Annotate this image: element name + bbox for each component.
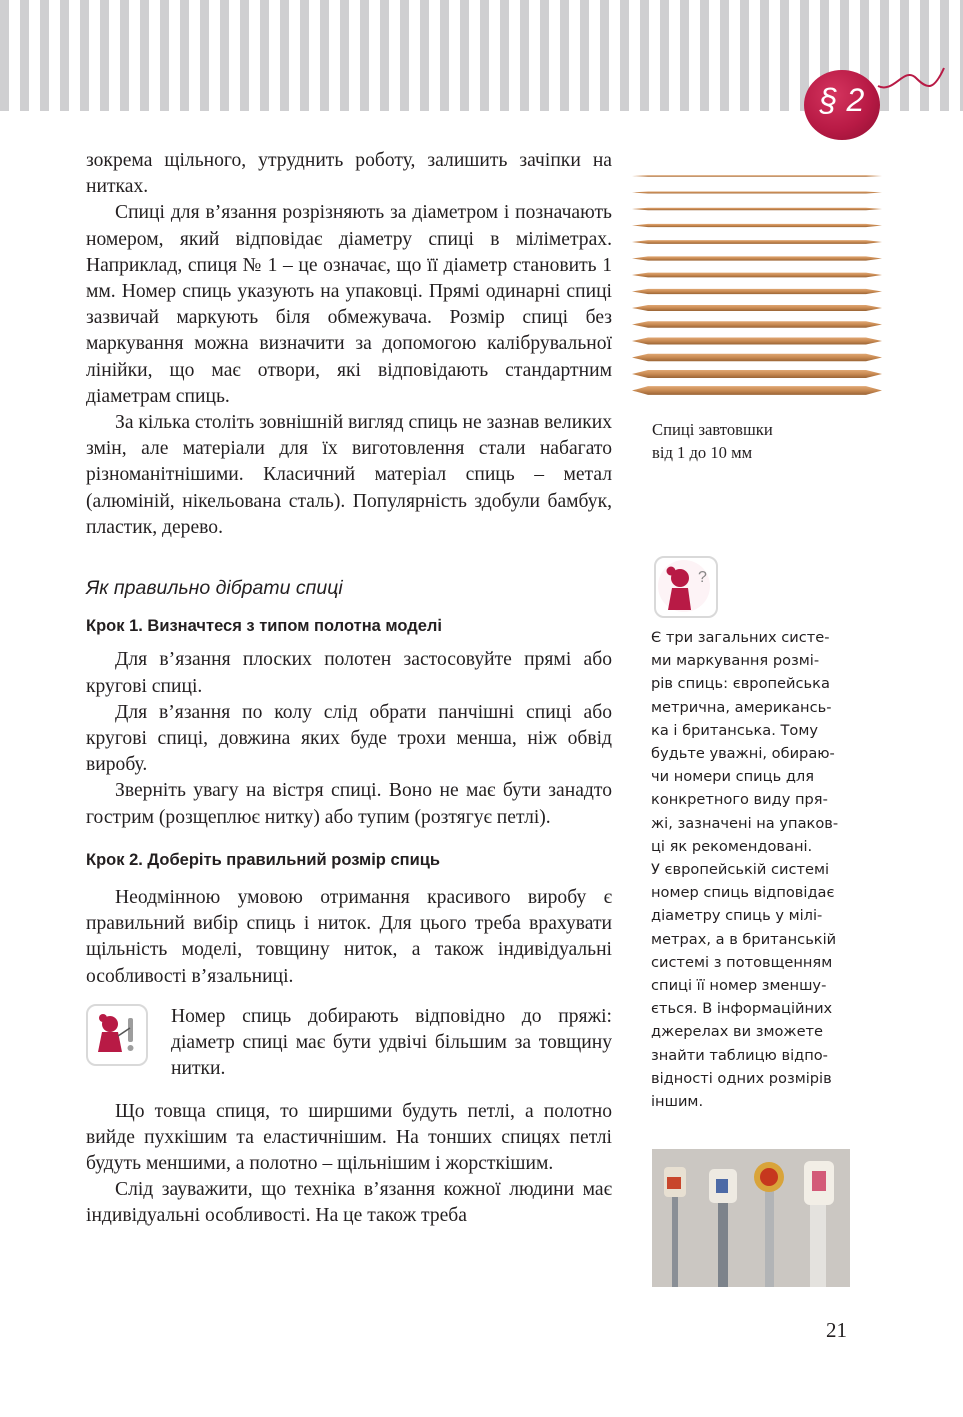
info-line: джерелах ви зможете — [651, 1023, 824, 1041]
paragraph: Що товща спиця, то ширшими будуть петлі, а полотно вийде пухкішим та еластичнішим. На тонших спицях петлі будуть меншими, а полотно – щільнішим і жорсткішим. — [86, 1100, 612, 1174]
info-line: іншим. — [651, 1093, 704, 1111]
paragraph: зокрема щільного, утруднить роботу, залишить зачіпки на нитках. — [86, 150, 612, 198]
needle — [632, 305, 882, 311]
paragraph: Зверніть увагу на вістря спиці. Воно не має бути занадто гострим (розщеплює нитку) або тупим (розтягує петлі). — [86, 780, 612, 828]
needles-caption — [652, 418, 773, 464]
info-line: жі, зазначені на упаков- — [651, 814, 839, 832]
info-line: ка і британська. Тому — [651, 721, 818, 739]
needle — [632, 191, 882, 193]
section-badge — [804, 70, 884, 140]
needle — [632, 386, 882, 395]
svg-text:?: ? — [698, 569, 707, 586]
info-line: відності одних розмірів — [651, 1069, 832, 1087]
knitting-needles-image — [628, 168, 886, 408]
info-line: конкретного виду пря- — [651, 791, 828, 809]
info-line: будьте уважні, обираю- — [651, 745, 835, 763]
paragraph: Спиці для в’язання розрізняють за діаметром і позначають номером, який відповідає діаметру спиці в міліметрах. Наприклад, спиця № 1 – це означає, що її діаметр становить 1 мм. Номер спиць указують на упаковці. Прямі одинарні спиці зазвичай маркують біля обмежувача. Розмір спиці без маркування можна визначити за допомогою калібрувальної лінійки, що має отвори, які відповідають стандартним діаметрам спиць. — [86, 202, 612, 407]
needle-size-stoppers-photo — [652, 1149, 850, 1287]
step1-heading: Крок 1. Визначтеся з типом полотна моделі — [86, 617, 442, 636]
needle — [632, 321, 882, 327]
info-line: ми маркування розмі- — [651, 652, 820, 670]
tip-girl-icon — [86, 1004, 148, 1066]
needle — [632, 273, 882, 278]
section-number: § 2 — [819, 82, 865, 118]
paragraph: Неодмінною умовою отримання красивого виробу є правильний вибір спиць і ниток. Для цього треба врахувати щільність моделі, товщину ниток, а також індивідуальні особливості в’язальниці. — [86, 887, 612, 987]
page-number: 21 — [826, 1318, 847, 1342]
needle — [632, 289, 882, 294]
paragraph: За кілька століть зовнішній вигляд спиць не зазнав великих змін, але матеріали для їх виготовлення стали набагато різноманітнішими. Класичний матеріал спиць – метал (алюміній, нікельована сталь). Популярність здобули бамбук, пластик, дерево. — [86, 412, 612, 538]
question-girl-icon — [654, 556, 718, 618]
info-line: рів спиць: європейська — [651, 675, 830, 693]
info-line: номер спиць відповідає — [651, 884, 835, 902]
needle — [632, 256, 882, 260]
needle — [632, 240, 882, 244]
needle — [632, 354, 882, 362]
needle — [632, 208, 882, 211]
info-sidebar-text — [651, 626, 851, 1113]
paragraph: Для в’язання плоских полотен застосовуйте прямі або кругові спиці. — [86, 649, 612, 697]
needle — [632, 175, 882, 177]
info-line: знайти таблицю відпо- — [651, 1046, 828, 1064]
main-text-column — [86, 148, 612, 1230]
info-line: чи номери спиць для — [651, 768, 815, 786]
tip-text: Номер спиць добирають відповідно до пряжі: діаметр спиці має бути удвічі більшим за товщину нитки. — [171, 1005, 612, 1080]
tip-note — [86, 1004, 612, 1083]
caption-line: Спиці завтовшки — [652, 420, 773, 439]
paragraph: Для в’язання по колу слід обрати панчішні спиці або кругові спиці, довжина яких буде трохи менша, ніж обвід виробу. — [86, 701, 612, 776]
section-heading: Як правильно дібрати спиці — [86, 577, 343, 600]
info-line: У європейській системі — [651, 861, 830, 879]
info-line: ці як рекомендовані. — [651, 837, 813, 855]
needle — [632, 338, 882, 345]
paragraph: Слід зауважити, що техніка в’язання кожної людини має індивідуальні особливості. На це також треба — [86, 1179, 612, 1227]
info-line: Є три загальних систе- — [651, 629, 830, 646]
needle — [632, 370, 882, 378]
info-line: системі з потовщенням — [651, 953, 833, 971]
info-line: діаметру спиць у мілі- — [651, 907, 823, 925]
info-line: спиці її номер зменшу- — [651, 977, 827, 995]
yarn-thread-icon — [876, 64, 946, 94]
step2-heading: Крок 2. Доберіть правильний розмір спиць — [86, 850, 441, 869]
info-line: метрична, американсь- — [651, 698, 832, 716]
info-line: ється. В інформаційних — [651, 1000, 833, 1018]
info-line: метрах, а в британській — [651, 930, 837, 948]
needle — [632, 224, 882, 227]
caption-line: від 1 до 10 мм — [652, 443, 753, 462]
